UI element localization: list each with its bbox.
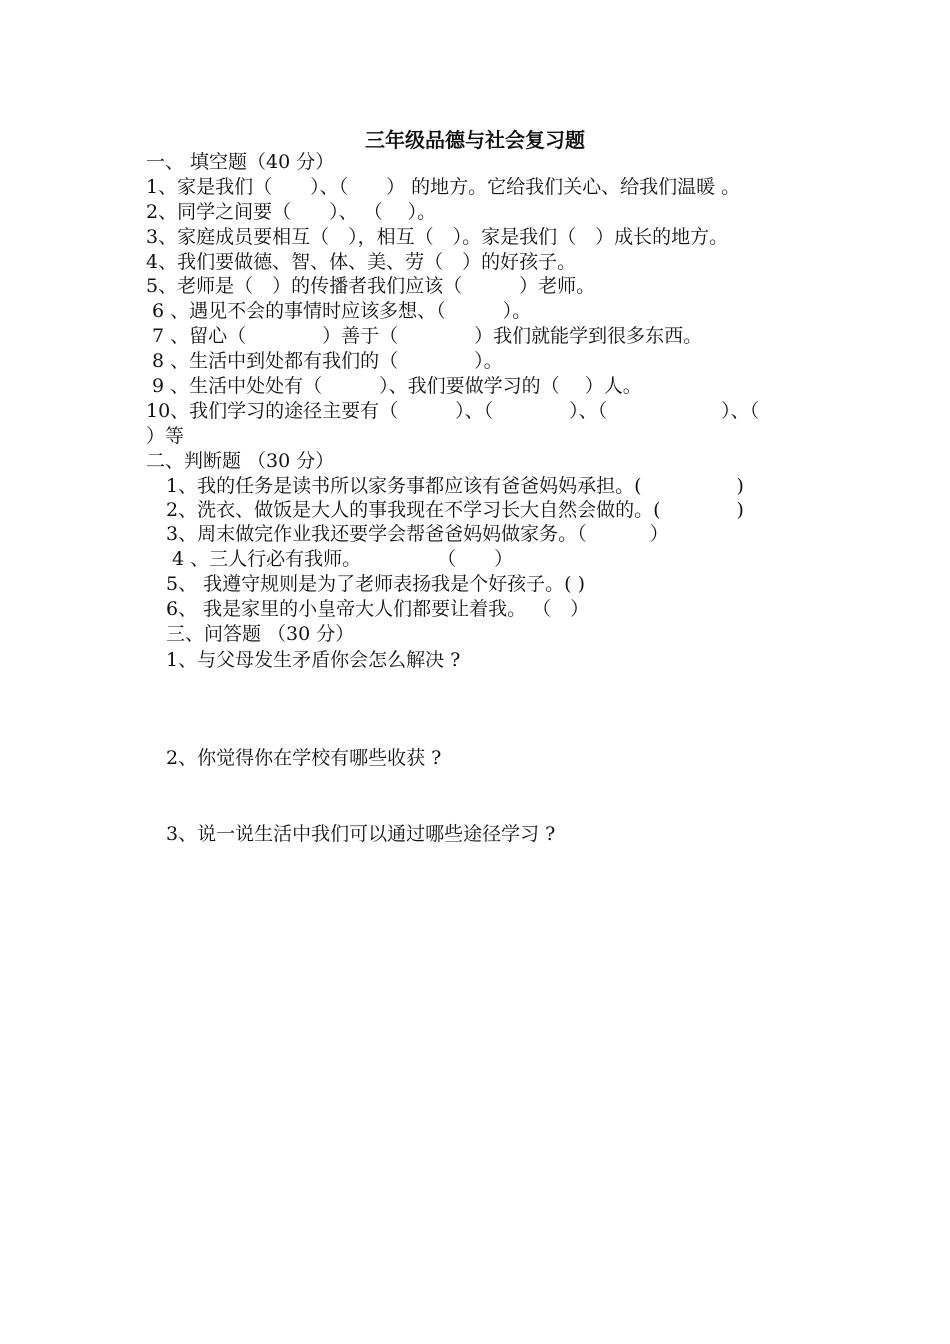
fill-blank-item-4: 4、我们要做德、智、体、美、劳（ ）的好孩子。 (146, 251, 577, 273)
fill-blank-item-5: 5、老师是（ ）的传播者我们应该（ ）老师。 (146, 275, 596, 297)
judge-item-2: 2、洗衣、做饭是大人的事我现在不学习长大自然会做的。( ) (166, 499, 744, 521)
fill-blank-item-10: 10、我们学习的途径主要有（ ）、（ ）、（ ）、（ (146, 400, 760, 422)
question-item-3: 3、说一说生活中我们可以通过哪些途径学习 ? (166, 823, 556, 845)
section-1-heading: 一、 填空题（40 分） (146, 151, 335, 173)
judge-item-6: 6、 我是家里的小皇帝大人们都要让着我。 （ ） (166, 598, 590, 620)
judge-item-5: 5、 我遵守规则是为了老师表扬我是个好孩子。( ) (166, 573, 585, 595)
fill-blank-item-8: 8 、生活中到处都有我们的（ ）。 (146, 350, 503, 372)
judge-item-1: 1、我的任务是读书所以家务事都应该有爸爸妈妈承担。( ) (166, 475, 744, 497)
question-item-1: 1、与父母发生矛盾你会怎么解决 ? (166, 649, 461, 671)
section-3-heading: 三、问答题 （30 分） (166, 623, 355, 645)
fill-blank-item-7: 7 、留心（ ）善于（ ）我们就能学到很多东西。 (146, 325, 703, 347)
fill-blank-item-3: 3、家庭成员要相互（ ），相互（ ）。家是我们（ ）成长的地方。 (146, 226, 729, 248)
fill-blank-item-2: 2、同学之间要（ ）、 （ ）。 (146, 201, 437, 223)
fill-blank-item-1: 1、家是我们（ ）、（ ） 的地方。它给我们关心、给我们温暖 。 (146, 176, 741, 198)
judge-item-4: 4 、三人行必有我师。 （ ） (166, 548, 514, 570)
question-item-2: 2、你觉得你在学校有哪些收获 ? (166, 747, 442, 769)
document-title: 三年级品德与社会复习题 (365, 128, 585, 152)
fill-blank-item-9: 9 、生活中处处有（ ）、我们要做学习的（ ）人。 (146, 375, 642, 397)
fill-blank-item-6: 6 、遇见不会的事情时应该多想、（ ）。 (146, 300, 532, 322)
judge-item-3: 3、周末做完作业我还要学会帮爸爸妈妈做家务。（ ） (166, 523, 669, 545)
fill-blank-item-10-cont: ）等 (146, 425, 185, 447)
section-2-heading: 二、判断题 （30 分） (146, 450, 335, 472)
